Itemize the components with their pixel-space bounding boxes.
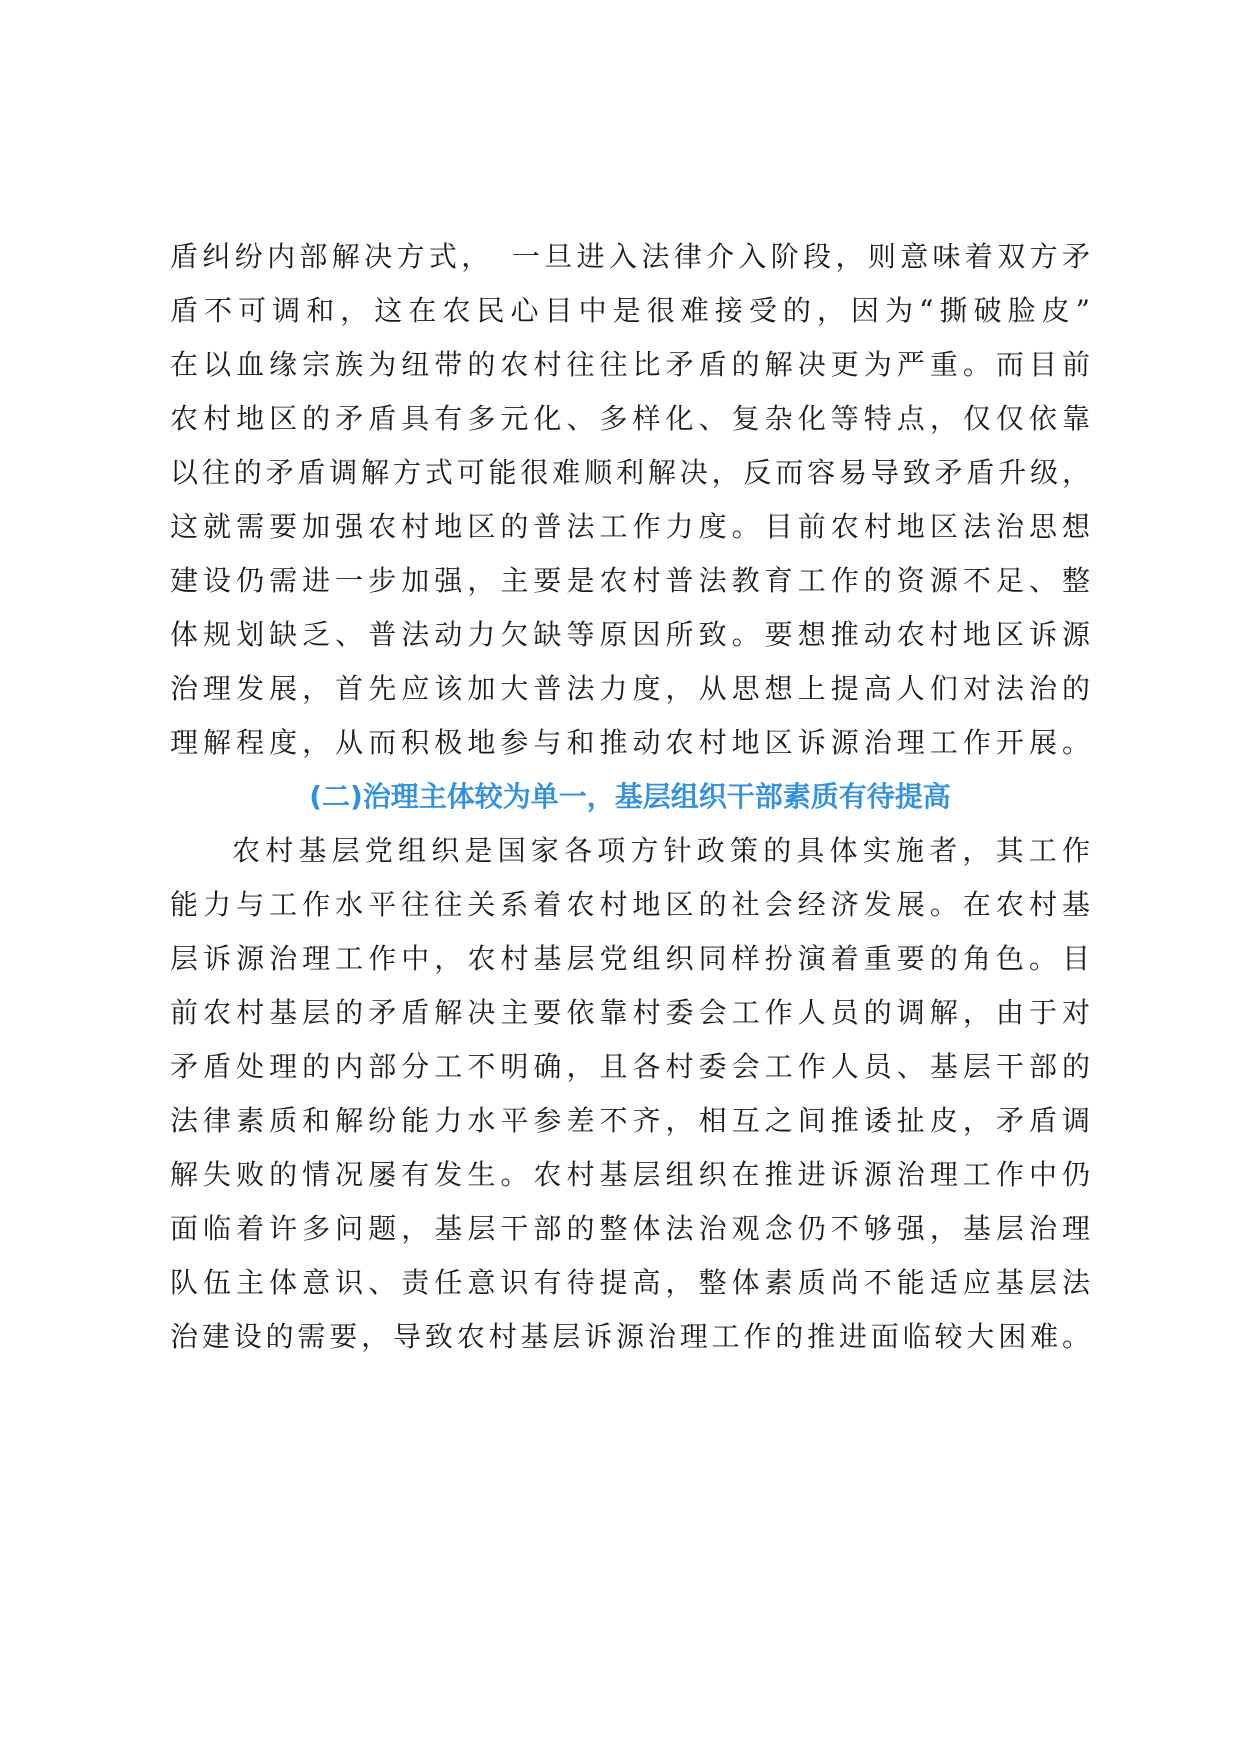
paragraph-line: 队伍主体意识、责任意识有待提高，整体素质尚不能适应基层法: [170, 1266, 1090, 1299]
paragraph: [170, 824, 1090, 1364]
paragraph-line: 理解程度，从而积极地参与和推动农村地区诉源治理工作开展。: [170, 726, 1090, 759]
paragraph-line: 能力与工作水平往往关系着农村地区的社会经济发展。在农村基: [170, 888, 1090, 921]
paragraph-line: 在以血缘宗族为纽带的农村往往比矛盾的解决更为严重。而目前: [170, 348, 1090, 381]
document-body: [170, 230, 1090, 1364]
paragraph-line: 农村基层党组织是国家各项方针政策的具体实施者，其工作: [232, 834, 1090, 867]
paragraph-line: 层诉源治理工作中，农村基层党组织同样扮演着重要的角色。目: [170, 942, 1090, 975]
paragraph-line: 治建设的需要，导致农村基层诉源治理工作的推进面临较大困难。: [170, 1320, 1090, 1353]
paragraph-line: 法律素质和解纷能力水平参差不齐，相互之间推诿扯皮，矛盾调: [170, 1104, 1090, 1137]
paragraph-line: 面临着许多问题，基层干部的整体法治观念仍不够强，基层治理: [170, 1212, 1090, 1245]
paragraph-line: 盾纠纷内部解决方式， 一旦进入法律介入阶段，则意味着双方矛: [170, 240, 1090, 273]
paragraph-line: 体规划缺乏、普法动力欠缺等原因所致。要想推动农村地区诉源: [170, 618, 1090, 651]
paragraph-line: 治理发展，首先应该加大普法力度，从思想上提高人们对法治的: [170, 672, 1090, 705]
paragraph-line: 盾不可调和，这在农民心目中是很难接受的，因为“撕破脸皮”: [170, 294, 1090, 327]
paragraph-line: 矛盾处理的内部分工不明确，且各村委会工作人员、基层干部的: [170, 1050, 1090, 1083]
section-heading: (二)治理主体较为单一，基层组织干部素质有待提高: [309, 780, 951, 813]
paragraph-line: 前农村基层的矛盾解决主要依靠村委会工作人员的调解，由于对: [170, 996, 1090, 1029]
paragraph-line: 解失败的情况屡有发生。农村基层组织在推进诉源治理工作中仍: [170, 1158, 1090, 1191]
paragraph-line: 以往的矛盾调解方式可能很难顺利解决，反而容易导致矛盾升级，: [170, 456, 1090, 489]
paragraph-continuation: [170, 230, 1090, 770]
paragraph-line: 这就需要加强农村地区的普法工作力度。目前农村地区法治思想: [170, 510, 1090, 543]
paragraph-line: 农村地区的矛盾具有多元化、多样化、复杂化等特点，仅仅依靠: [170, 402, 1090, 435]
paragraph-line: 建设仍需进一步加强，主要是农村普法教育工作的资源不足、整: [170, 564, 1090, 597]
